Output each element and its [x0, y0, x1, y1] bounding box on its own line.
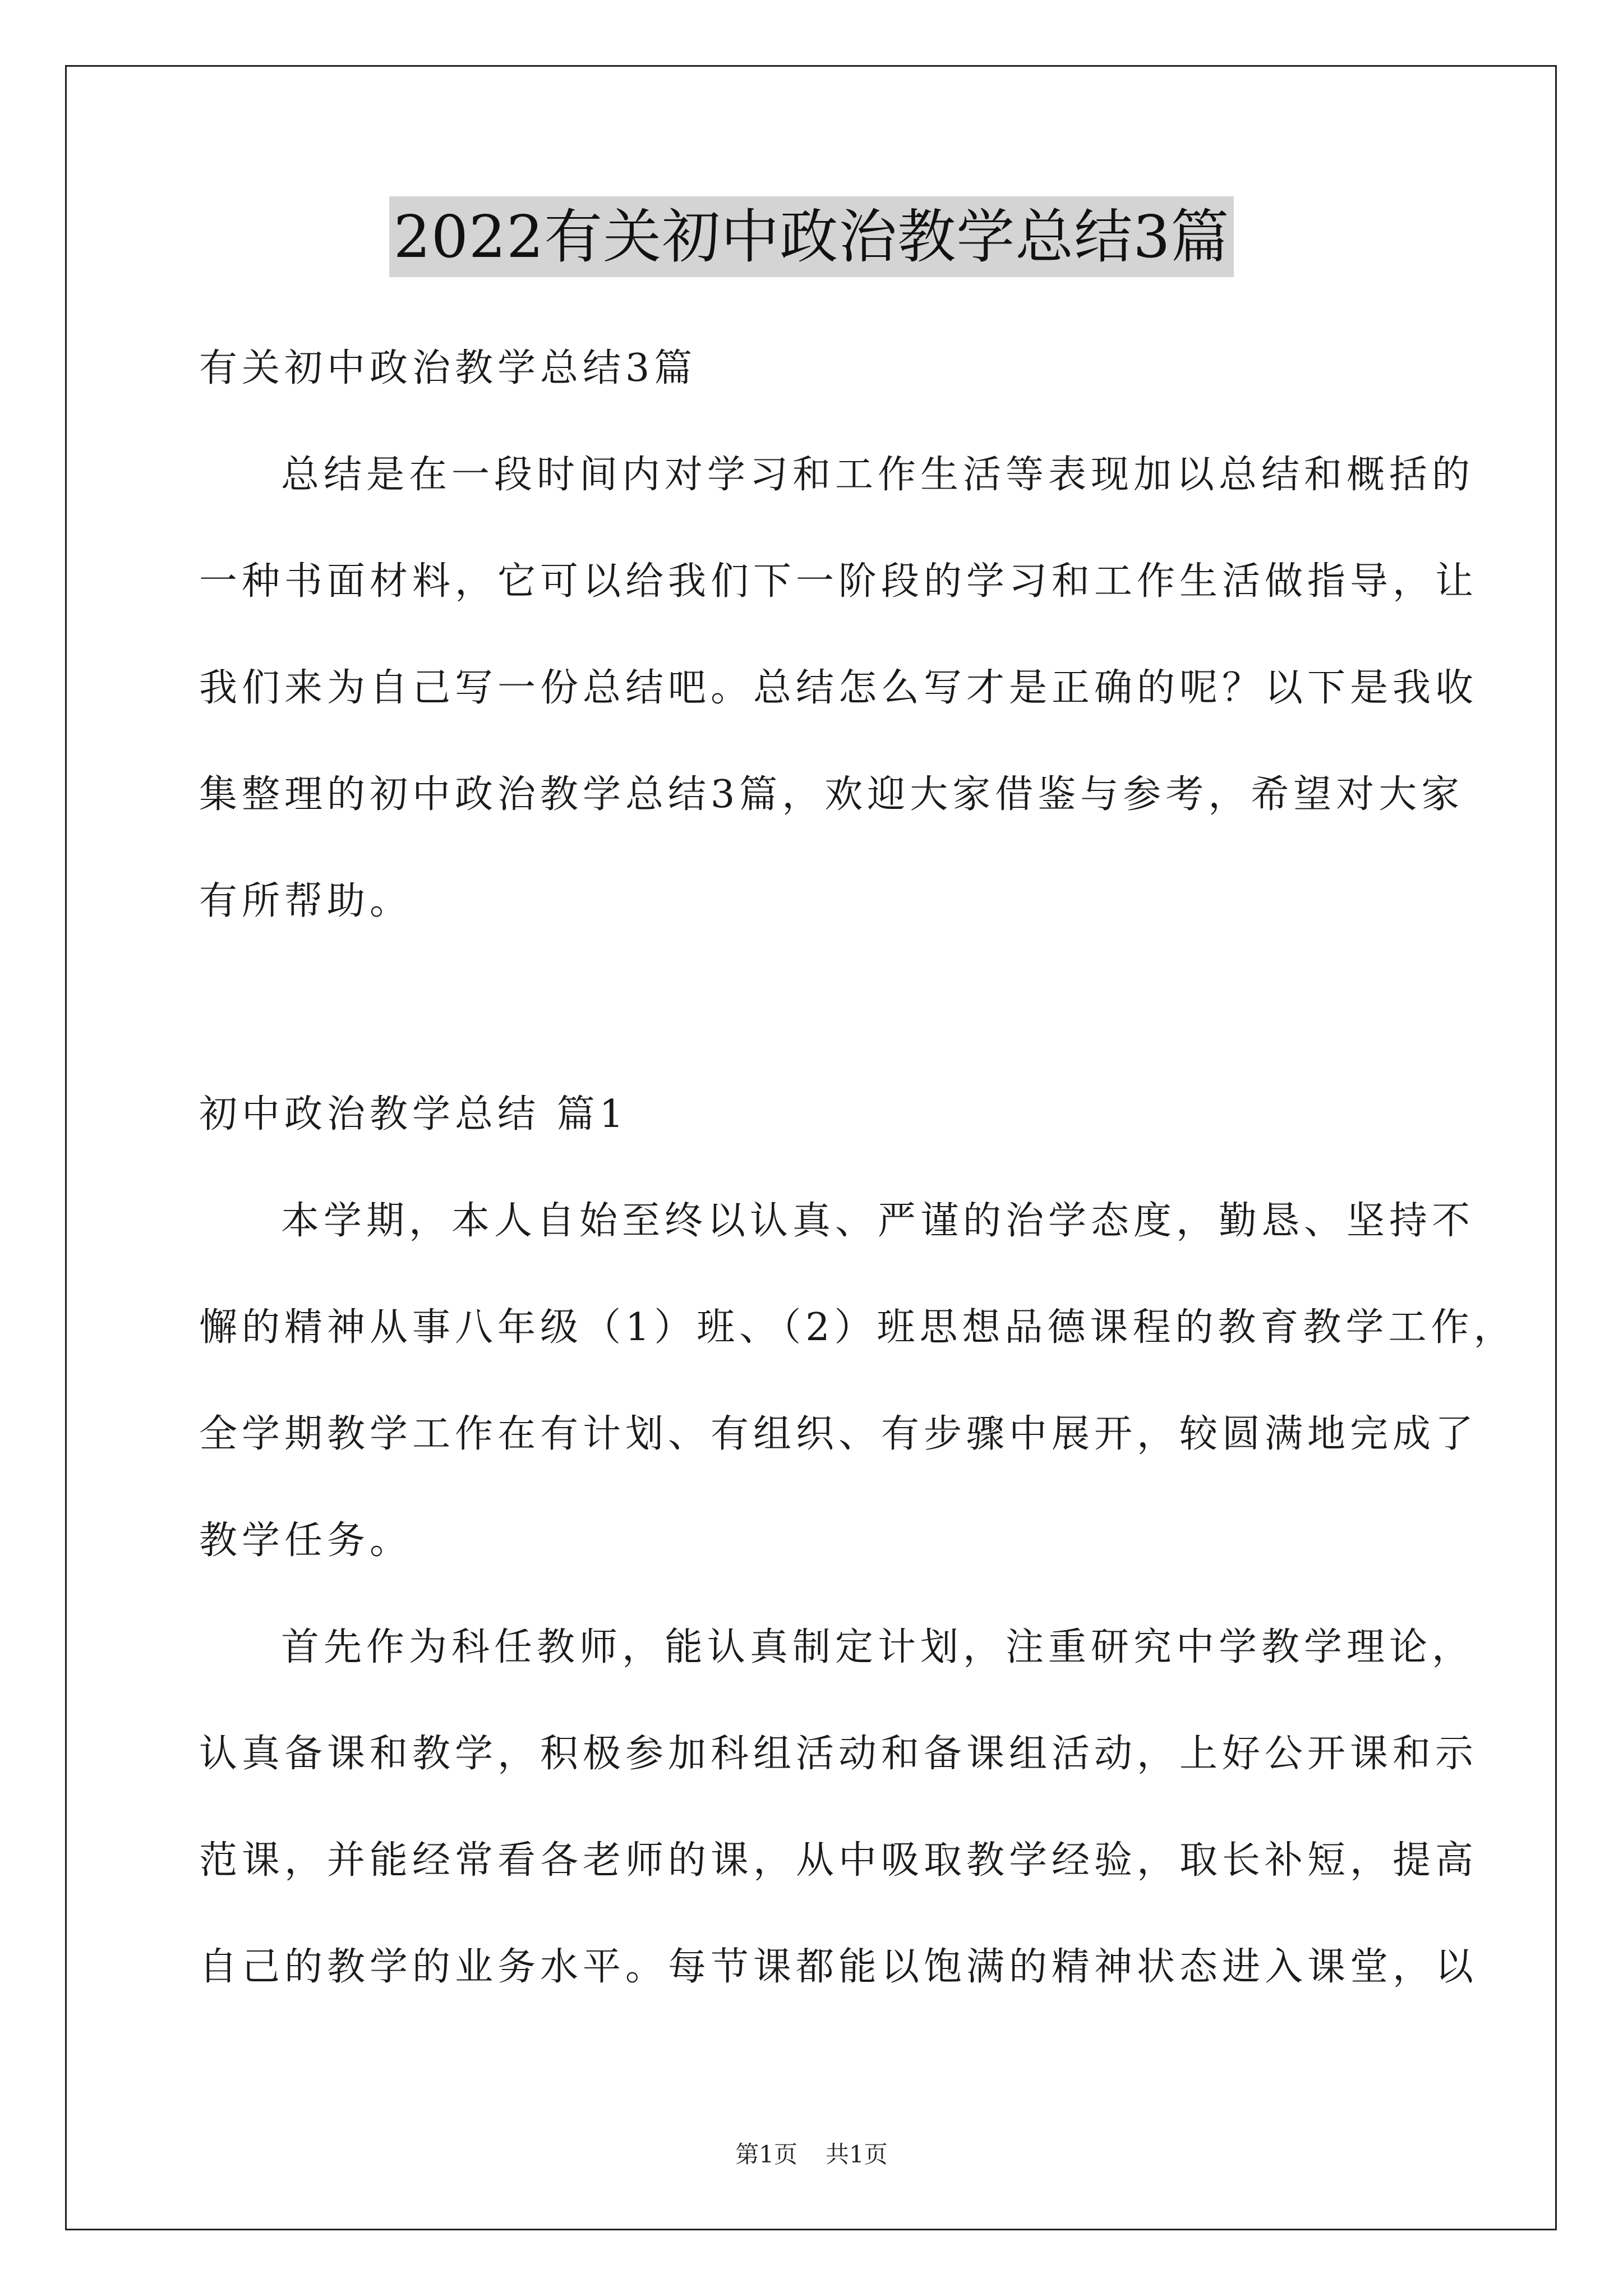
- paragraph-line: 总结是在一段时间内对学习和工作生活等表现加以总结和概括的: [281, 453, 1475, 497]
- paragraph-line: 认真备课和教学，积极参加科组活动和备课组活动，上好公开课和示: [199, 1732, 1478, 1776]
- paragraph-line: 首先作为科任教师，能认真制定计划，注重研究中学教学理论，: [281, 1625, 1475, 1669]
- paragraph-line: 懈的精神从事八年级（1）班、（2）班思想品德课程的教育教学工作，: [199, 1305, 1516, 1350]
- title-container: [0, 196, 1623, 277]
- subtitle-line: 有关初中政治教学总结3篇: [199, 346, 697, 390]
- paragraph-line: 一种书面材料，它可以给我们下一阶段的学习和工作生活做指导，让: [199, 559, 1478, 604]
- paragraph-line: 我们来为自己写一份总结吧。总结怎么写才是正确的呢？以下是我收: [199, 666, 1478, 710]
- document-body: [199, 315, 1516, 2021]
- paragraph-line: 自己的教学的业务水平。每节课都能以饱满的精神状态进入课堂，以: [199, 1945, 1478, 1989]
- section-heading: 初中政治教学总结 篇1: [199, 1092, 628, 1137]
- paragraph-line: 有所帮助。: [199, 879, 413, 923]
- paragraph-line: 集整理的初中政治教学总结3篇，欢迎大家借鉴与参考，希望对大家: [199, 772, 1464, 817]
- page-total: 共1页: [826, 2141, 888, 2168]
- paragraph-line: 本学期，本人自始至终以认真、严谨的治学态度，勤恳、坚持不: [281, 1199, 1475, 1243]
- document-title: 2022有关初中政治教学总结3篇: [389, 196, 1234, 277]
- page-footer: [0, 2136, 1623, 2170]
- paragraph-line: 教学任务。: [199, 1519, 413, 1563]
- blank-line: [199, 955, 1433, 1061]
- paragraph-line: 全学期教学工作在有计划、有组织、有步骤中展开，较圆满地完成了: [199, 1412, 1478, 1456]
- page-number: 第1页: [735, 2141, 797, 2168]
- paragraph-line: 范课，并能经常看各老师的课，从中吸取教学经验，取长补短，提高: [199, 1838, 1478, 1883]
